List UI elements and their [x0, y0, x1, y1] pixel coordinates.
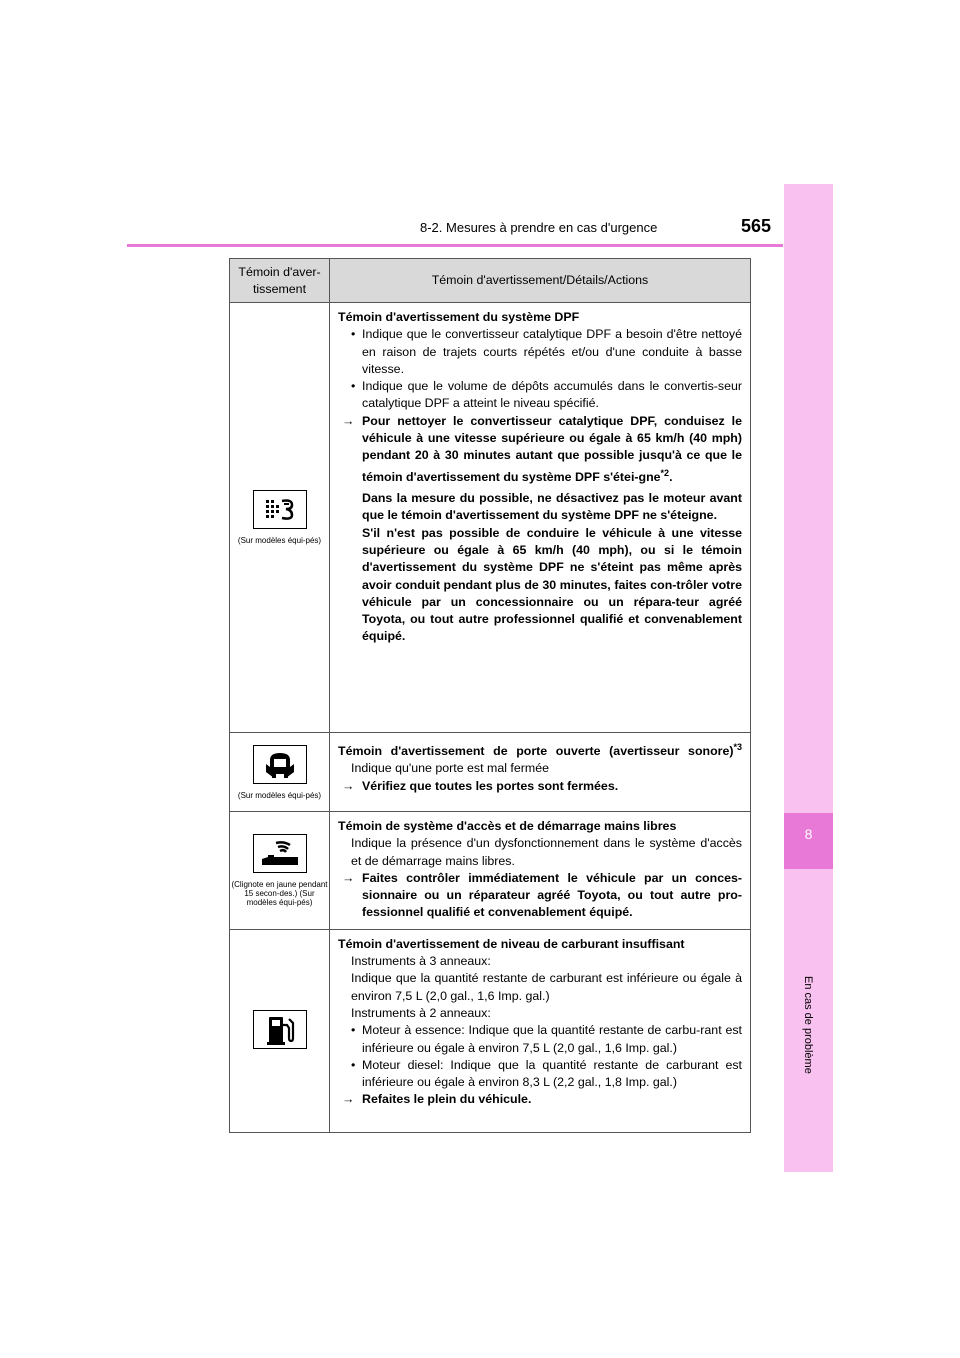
- page-number: 565: [741, 216, 772, 236]
- table-header-row: [230, 259, 751, 303]
- column-header-light: Témoin d'aver-tissement: [230, 259, 330, 303]
- chapter-title: En cas de problème: [802, 976, 814, 1074]
- detail-text: Indique qu'une porte est mal fermée: [351, 761, 549, 776]
- availability-note: (Clignote en jaune pendant 15 secon-des.) (Sur modèles équi-pés): [231, 879, 328, 907]
- action-main: Pour nettoyer le convertisseur catalytique DPF, conduisez le véhicule à une vitesse supérieure ou égale à 65 km/h (40 mph) pendant 20 à 30 minutes autant que possible jusqu'à ce que le témoin d'avertissement du système DPF s'étei-gne: [362, 413, 742, 484]
- icon-cell: [230, 929, 330, 1132]
- detail-text: Indique que la quantité restante de carburant est inférieure ou égale à environ 7,5 L (2,0 gal., 1,6 Imp. gal.): [351, 971, 742, 1003]
- list-item: • Moteur diesel: Indique que la quantité restante de carburant est inférieure ou égale à environ 8,3 L (2,2 gal., 1,8 Imp. gal.): [338, 1057, 742, 1092]
- action-main: Faites contrôler immédiatement le véhicule par un conces-sionnaire ou un réparateur agréé Toyota, ou tout autre pro-fessionnel qualifié et convenablement équipé.: [362, 870, 742, 920]
- icon-cell: [230, 733, 330, 812]
- arrow-glyph: →: [342, 1092, 355, 1107]
- footnote-ref: *3: [733, 742, 742, 752]
- detail-text: Instruments à 3 anneaux:: [351, 954, 491, 969]
- icon-cell: [230, 303, 330, 733]
- action-main: Vérifiez que toutes les portes sont fermées.: [362, 778, 619, 793]
- table-row: [230, 733, 751, 812]
- door-open-icon: [253, 745, 307, 784]
- action-paragraph: S'il n'est pas possible de conduire le véhicule à une vitesse supérieure ou égale à 65 km/h (40 mph), ou si le témoin d'avertissement du système DPF ne s'éteint pas même après avoir conduit pendant plus de 30 minutes, faites con-trôler votre véhicule par un concessionnaire ou un répara-teur agréé Toyota, ou tout autre professionnel qualifié et convenablement équipé.: [362, 525, 742, 644]
- arrow-glyph: →: [342, 778, 355, 793]
- row-title-text: Témoin d'avertissement de porte ouverte (avertisseur sonore): [338, 744, 734, 759]
- chapter-number: 8: [804, 826, 813, 842]
- details-cell: [330, 812, 751, 930]
- availability-note: (Sur modèles équi-pés): [237, 790, 322, 800]
- header-rule: [127, 244, 783, 247]
- fuel-pump-icon: [253, 1010, 307, 1049]
- row-title: Témoin d'avertissement du système DPF: [338, 310, 580, 324]
- list-item: • Moteur à essence: Indique que la quantité restante de carbu-rant est inférieure ou égale à environ 7,5 L (2,0 gal., 1,6 Imp. gal.): [338, 1022, 742, 1057]
- column-header-details: Témoin d'avertissement/Détails/Actions: [330, 259, 751, 303]
- details-cell: [330, 929, 751, 1132]
- arrow-glyph: →: [342, 413, 355, 428]
- section-title: 8-2. Mesures à prendre en cas d'urgence: [420, 220, 658, 235]
- availability-note: (Sur modèles équi-pés): [237, 536, 322, 545]
- row-title: Témoin de système d'accès et de démarrage mains libres: [338, 819, 677, 833]
- table-row: [230, 303, 751, 733]
- detail-text: Indique la présence d'un dysfonctionnement dans le système d'accès et de démarrage mains libres.: [351, 836, 742, 868]
- details-cell: [330, 303, 751, 733]
- action-text: [338, 870, 742, 922]
- arrow-glyph: →: [342, 870, 355, 885]
- action-text: → Pour nettoyer le convertisseur catalytique DPF, conduisez le véhicule à une vitesse supérieure ou égale à 65 km/h (40 mph) pendant 20 à 30 minutes autant que possible jusqu'à ce que le témoin d'avertissement du système DPF s'étei-gne$^{*2}$.: [342, 413, 742, 484]
- detail-text: Instruments à 2 anneaux:: [351, 1005, 491, 1020]
- details-cell: [330, 733, 751, 812]
- table-row: [230, 929, 751, 1132]
- icon-cell: [230, 812, 330, 930]
- row-title: Témoin d'avertissement de niveau de carburant insuffisant: [338, 936, 685, 951]
- footnote-ref: *2: [660, 467, 670, 478]
- dpf-icon: [253, 490, 307, 529]
- list-item: • Indique que le convertisseur catalytique DPF a besoin d'être nettoyé en raison de trajets courts répétés et/ou d'une conduite à basse vitesse.: [338, 326, 742, 378]
- action-main: Refaites le plein du véhicule.: [362, 1092, 532, 1107]
- action-text: [338, 778, 742, 795]
- action-text: [338, 1091, 742, 1108]
- row-title: [338, 739, 742, 760]
- smart-key-icon: [253, 834, 307, 873]
- list-item: • Indique que le volume de dépôts accumulés dans le convertis-seur catalytique DPF a atteint le niveau spécifié.: [338, 378, 742, 413]
- table-row: [230, 812, 751, 930]
- action-paragraph: Dans la mesure du possible, ne désactivez pas le moteur avant que le témoin d'avertissement du système DPF ne s'éteigne.: [362, 491, 742, 523]
- warning-lights-table: [229, 258, 751, 1133]
